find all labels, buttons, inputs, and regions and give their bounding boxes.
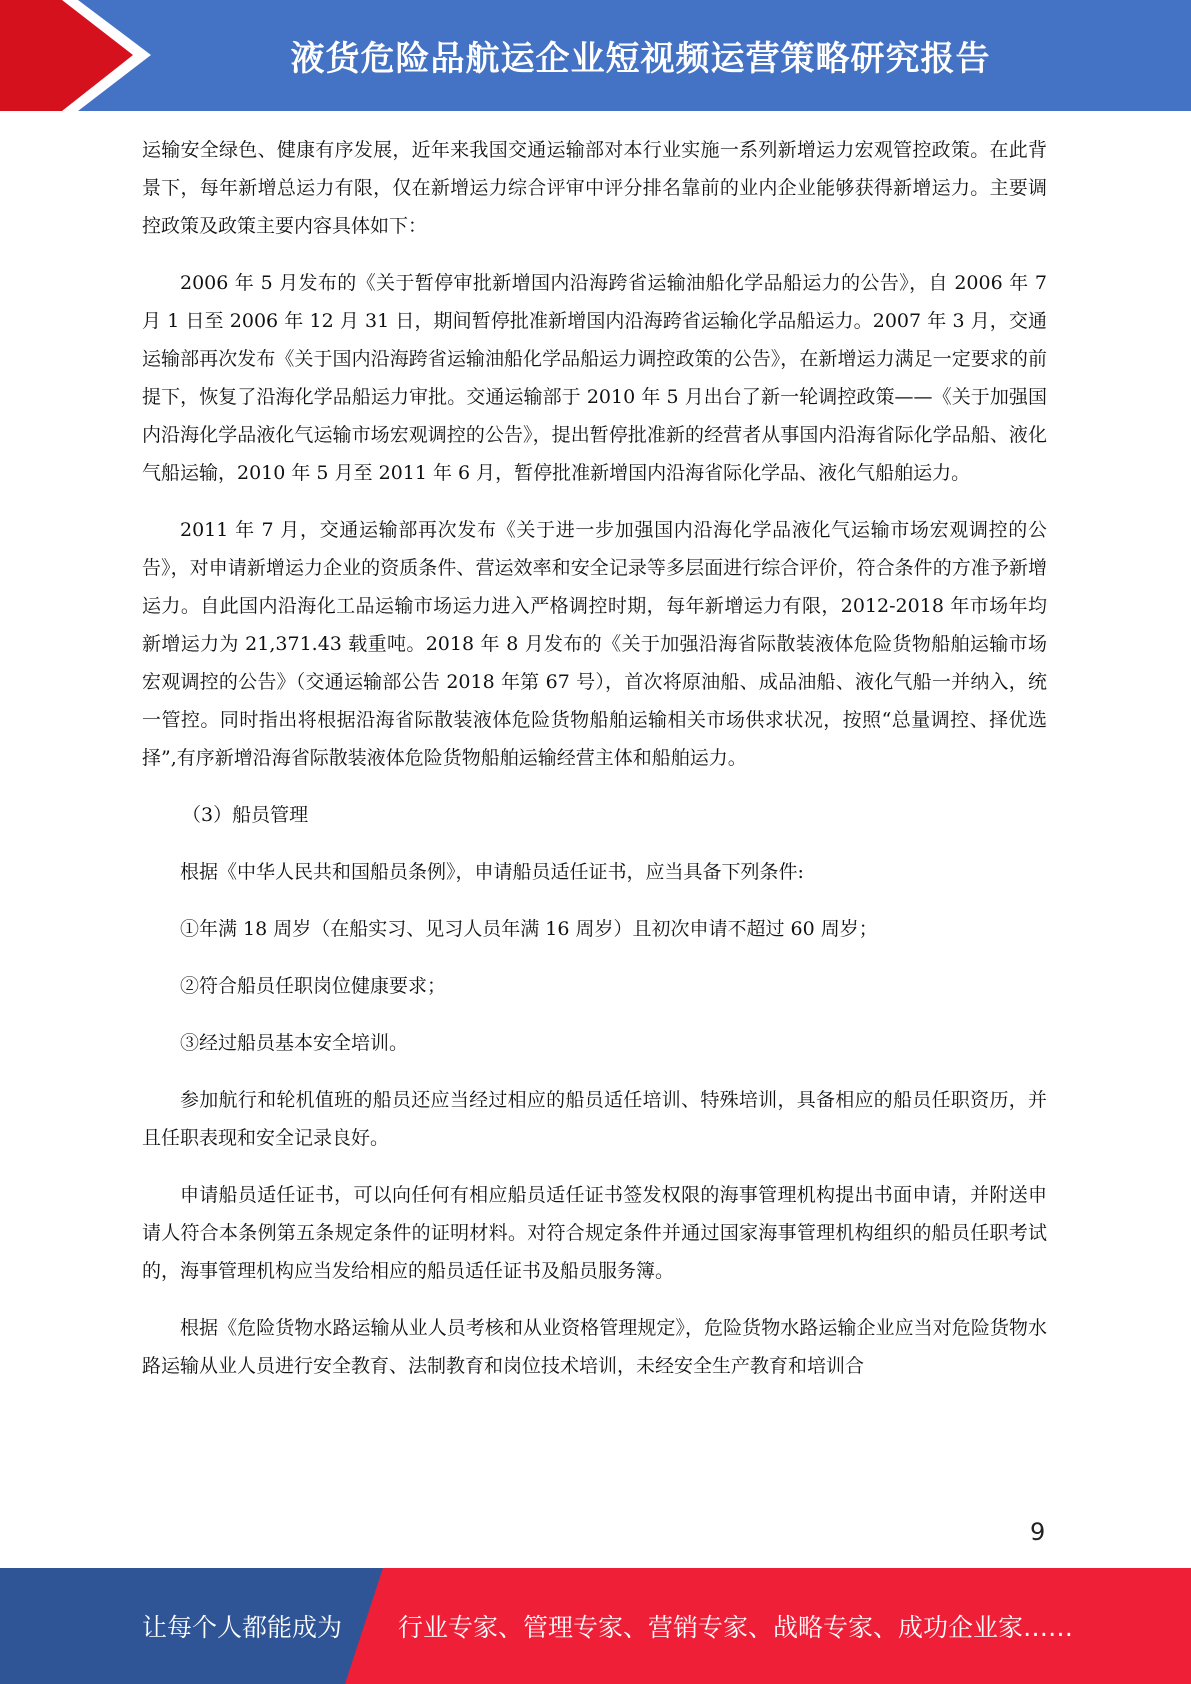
page-body [142,131,1047,1404]
page-number: 9 [1030,1518,1046,1546]
body-paragraph: 2011 年 7 月，交通运输部再次发布《关于进一步加强国内沿海化学品液化气运输市场宏观调控的公告》，对申请新增运力企业的资质条件、营运效率和安全记录等多层面进行综合评价，符合条件的方准予新增运力。自此国内沿海化工品运输市场运力进入严格调控时期，每年新增运力有限，2012-2018 年市场年均新增运力为 21,371.43 载重吨。2018 年 8 月发布的《关于加强沿海省际散装液体危险货物船舶运输市场宏观调控的公告》（交通运输部公告 2018 年第 67 号），首次将原油船、成品油船、液化气船一并纳入，统一管控。同时指出将根据沿海省际散装液体危险货物船舶运输相关市场供求状况，按照“总量调控、择优选择”,有序新增沿海省际散装液体危险货物船舶运输经营主体和船舶运力。 [142,519,1047,769]
body-paragraph: 根据《危险货物水路运输从业人员考核和从业资格管理规定》，危险货物水路运输企业应当对危险货物水路运输从业人员进行安全教育、法制教育和岗位技术培训，未经安全生产教育和培训合 [142,1317,1047,1377]
list-item: ①年满 18 周岁（在船实习、见习人员年满 16 周岁）且初次申请不超过 60 周岁； [180,918,878,940]
body-paragraph: 运输安全绿色、健康有序发展，近年来我国交通运输部对本行业实施一系列新增运力宏观管控政策。在此背景下，每年新增总运力有限，仅在新增运力综合评审中评分排名靠前的业内企业能够获得新增运力。主要调控政策及政策主要内容具体如下： [142,139,1047,237]
report-title: 液货危险品航运企业短视频运营策略研究报告 [290,39,991,79]
body-paragraph: 根据《中华人民共和国船员条例》，申请船员适任证书，应当具备下列条件: [180,861,804,883]
page-footer [0,1568,1191,1684]
body-paragraph: 申请船员适任证书，可以向任何有相应船员适任证书签发权限的海事管理机构提出书面申请，并附送申请人符合本条例第五条规定条件的证明材料。对符合规定条件并通过国家海事管理机构组织的船员任职考试的，海事管理机构应当发给相应的船员适任证书及船员服务簿。 [142,1184,1047,1282]
page-header [0,0,1191,111]
footer-slogan-left: 让每个人都能成为 [142,1613,343,1642]
chevron-decoration [0,0,160,111]
list-item: ②符合船员任职岗位健康要求； [180,975,447,997]
body-paragraph: 参加航行和轮机值班的船员还应当经过相应的船员适任培训、特殊培训，具备相应的船员任职资历，并且任职表现和安全记录良好。 [142,1089,1047,1149]
section-heading: （3）船员管理 [182,804,309,826]
footer-slogan-right: 行业专家、管理专家、营销专家、战略专家、成功企业家…… [398,1613,1074,1642]
list-item: ③经过船员基本安全培训。 [180,1032,409,1054]
body-paragraph: 2006 年 5 月发布的《关于暂停审批新增国内沿海跨省运输油船化学品船运力的公告》，自 2006 年 7 月 1 日至 2006 年 12 月 31 日，期间暂停批准新增国内沿海跨省运输化学品船运力。2007 年 3 月，交通运输部再次发布《关于国内沿海跨省运输油船化学品船运力调控政策的公告》，在新增运力满足一定要求的前提下，恢复了沿海化学品船运力审批。交通运输部于 2010 年 5 月出台了新一轮调控政策——《关于加强国内沿海化学品液化气运输市场宏观调控的公告》，提出暂停批准新的经营者从事国内沿海省际化学品船、液化气船运输，2010 年 5 月至 2011 年 6 月，暂停批准新增国内沿海省际化学品、液化气船舶运力。 [142,272,1047,484]
